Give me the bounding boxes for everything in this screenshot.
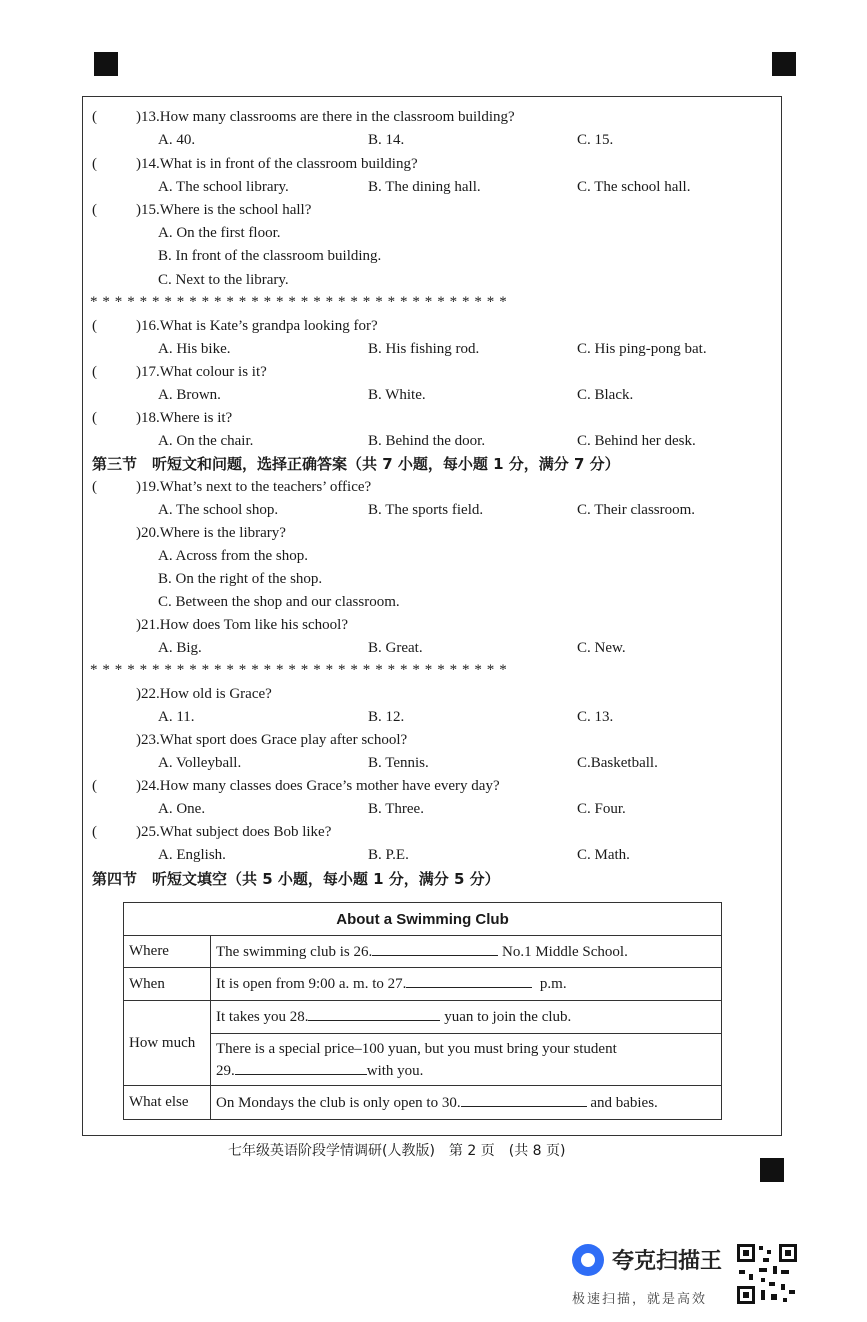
question-25: )25.What subject does Bob like? xyxy=(136,824,332,840)
blank-28[interactable] xyxy=(308,1008,440,1021)
answer-paren[interactable]: ( xyxy=(92,202,97,218)
answer-paren[interactable]: ( xyxy=(92,156,97,172)
q25-option-a: A. English. xyxy=(158,847,226,863)
row-when: It is open from 9:00 a. m. to 27. p.m. xyxy=(211,968,722,1001)
q14-option-b: B. The dining hall. xyxy=(368,179,481,195)
answer-paren[interactable]: ( xyxy=(92,318,97,334)
question-20: )20.Where is the library? xyxy=(136,525,286,541)
q18-option-b: B. Behind the door. xyxy=(368,433,486,449)
quark-logo-icon xyxy=(572,1244,604,1276)
q19-option-b: B. The sports field. xyxy=(368,502,484,518)
question-15: )15.Where is the school hall? xyxy=(136,202,312,218)
row-label-what-else: What else xyxy=(124,1086,211,1120)
q23-option-a: A. Volleyball. xyxy=(158,755,242,771)
q16-option-a: A. His bike. xyxy=(158,341,231,357)
q20-option-c: C. Between the shop and our classroom. xyxy=(158,594,400,610)
answer-paren[interactable]: ( xyxy=(92,479,97,495)
question-14: )14.What is in front of the classroom building? xyxy=(136,156,418,172)
row-label-where: Where xyxy=(124,936,211,968)
q18-option-c: C. Behind her desk. xyxy=(577,433,696,449)
q17-option-a: A. Brown. xyxy=(158,387,221,403)
section-3-heading: 第三节 听短文和问题，选择正确答案（共 7 小题，每小题 1 分，满分 7 分） xyxy=(92,455,620,473)
q25-option-c: C. Math. xyxy=(577,847,630,863)
section-4-heading: 第四节 听短文填空（共 5 小题，每小题 1 分，满分 5 分） xyxy=(92,870,500,888)
q15-option-a: A. On the first floor. xyxy=(158,225,281,241)
row-what-else: On Mondays the club is only open to 30. and babies. xyxy=(211,1086,722,1120)
question-16: )16.What is Kate’s grandpa looking for? xyxy=(136,318,378,334)
q17-option-c: C. Black. xyxy=(577,387,634,403)
star-divider: ********************************** xyxy=(90,294,512,310)
brand-slogan: 极速扫描，就是高效 xyxy=(572,1292,708,1307)
q21-option-b: B. Great. xyxy=(368,640,423,656)
answer-paren[interactable]: ( xyxy=(92,824,97,840)
registration-mark-top-right xyxy=(772,52,796,76)
answer-paren[interactable]: ( xyxy=(92,778,97,794)
blank-26[interactable] xyxy=(372,943,498,956)
q13-option-b: B. 14. xyxy=(368,132,405,148)
swimming-club-table xyxy=(123,902,722,1120)
question-21: )21.How does Tom like his school? xyxy=(136,617,348,633)
q21-option-c: C. New. xyxy=(577,640,626,656)
blank-27[interactable] xyxy=(406,975,532,988)
question-13: )13.How many classrooms are there in the classroom building? xyxy=(136,109,515,125)
q13-option-c: C. 15. xyxy=(577,132,614,148)
question-23: )23.What sport does Grace play after school? xyxy=(136,732,408,748)
row-label-how-much: How much xyxy=(124,1001,211,1086)
question-19: )19.What’s next to the teachers’ office? xyxy=(136,479,372,495)
q15-option-c: C. Next to the library. xyxy=(158,272,289,288)
q16-option-b: B. His fishing rod. xyxy=(368,341,480,357)
q17-option-b: B. White. xyxy=(368,387,426,403)
q20-option-b: B. On the right of the shop. xyxy=(158,571,323,587)
answer-paren[interactable]: ( xyxy=(92,410,97,426)
qr-code-icon xyxy=(735,1242,799,1306)
q22-option-b: B. 12. xyxy=(368,709,405,725)
q13-option-a: A. 40. xyxy=(158,132,196,148)
q20-option-a: A. Across from the shop. xyxy=(158,548,308,564)
q24-option-b: B. Three. xyxy=(368,801,424,817)
blank-29[interactable] xyxy=(235,1062,367,1075)
blank-30[interactable] xyxy=(461,1094,587,1107)
registration-mark-top-left xyxy=(94,52,118,76)
question-18: )18.Where is it? xyxy=(136,410,233,426)
row-label-when: When xyxy=(124,968,211,1001)
q23-option-b: B. Tennis. xyxy=(368,755,429,771)
q18-option-a: A. On the chair. xyxy=(158,433,254,449)
q16-option-c: C. His ping-pong bat. xyxy=(577,341,707,357)
q14-option-c: C. The school hall. xyxy=(577,179,691,195)
q25-option-b: B. P.E. xyxy=(368,847,409,863)
star-divider: ********************************** xyxy=(90,662,512,678)
registration-mark-bottom-right xyxy=(760,1158,784,1182)
question-24: )24.How many classes does Grace’s mother have every day? xyxy=(136,778,500,794)
answer-paren[interactable]: ( xyxy=(92,364,97,380)
q23-option-c: C.Basketball. xyxy=(577,755,658,771)
q22-option-c: C. 13. xyxy=(577,709,614,725)
q19-option-c: C. Their classroom. xyxy=(577,502,696,518)
question-22: )22.How old is Grace? xyxy=(136,686,272,702)
brand-name: 夸克扫描王 xyxy=(612,1249,723,1274)
page-footer: 七年级英语阶段学情调研(人教版) 第 2 页 (共 8 页) xyxy=(228,1143,566,1159)
row-how-much-2: There is a special price–100 yuan, but you must bring your student 29. with you. xyxy=(211,1034,722,1086)
row-how-much-1: It takes you 28. yuan to join the club. xyxy=(211,1001,722,1034)
table-title: About a Swimming Club xyxy=(124,903,722,936)
q22-option-a: A. 11. xyxy=(158,709,195,725)
q15-option-b: B. In front of the classroom building. xyxy=(158,248,382,264)
q19-option-a: A. The school shop. xyxy=(158,502,279,518)
question-17: )17.What colour is it? xyxy=(136,364,267,380)
q24-option-c: C. Four. xyxy=(577,801,626,817)
answer-paren[interactable]: ( xyxy=(92,109,97,125)
q14-option-a: A. The school library. xyxy=(158,179,289,195)
q24-option-a: A. One. xyxy=(158,801,206,817)
q21-option-a: A. Big. xyxy=(158,640,202,656)
row-where: The swimming club is 26. No.1 Middle School. xyxy=(211,936,722,968)
